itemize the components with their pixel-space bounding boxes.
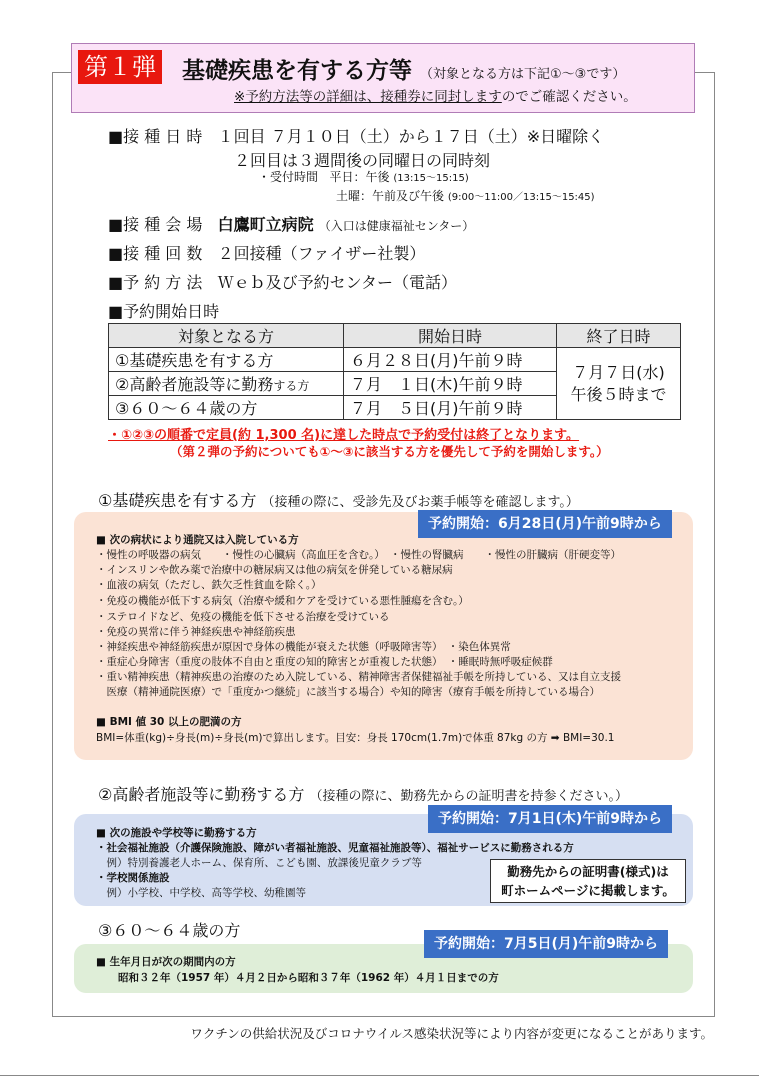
date-label: ■接 種 日 時 <box>108 127 203 146</box>
section2-badge: 予約開始：7月1日(木)午前9時から <box>428 805 672 833</box>
venue-name: 白鷹町立病院 <box>217 215 314 234</box>
section1-note: （接種の際に、受診先及びお薬手帳等を確認します。） <box>261 495 579 510</box>
list-item: ・重い精神疾患（精神疾患の治療のため入院している、精神障害者保健福祉手帳を所持している、又は自立支援 <box>96 671 621 683</box>
venue-row <box>108 212 474 235</box>
subtitle-rest: のでご確認ください。 <box>501 89 637 105</box>
reception-saturday-time: (9:00～11:00／13:15～15:45) <box>447 192 595 203</box>
method-row <box>108 270 457 293</box>
section3-subhead: ■ 生年月日が次の期間内の方 <box>96 956 236 968</box>
target-main: ②高齢者施設等に勤務 <box>115 375 274 394</box>
target-cell: ③６０～６４歳の方 <box>109 396 344 420</box>
title-note: （対象となる方は下記①～③です） <box>420 67 626 82</box>
start-cell: ７月 １日(木)午前９時 <box>344 372 557 396</box>
certificate-note <box>490 859 686 903</box>
target-cell <box>109 372 344 396</box>
venue-note: （入口は健康福祉センター） <box>318 219 475 233</box>
page-title <box>182 52 625 85</box>
list-item: ・血液の病気（ただし、鉄欠乏性貧血を除く。） <box>96 579 322 591</box>
list-item: ・学校関係施設 <box>96 872 170 884</box>
cert-line2: 町ホームページに掲載します。 <box>501 883 675 898</box>
reception-label: ・受付時間 <box>258 170 319 184</box>
section2-note: （接種の際に、勤務先からの証明書を持参ください。） <box>309 789 628 804</box>
bmi-heading: ■ BMI 値 30 以上の肥満の方 <box>96 716 242 728</box>
list-item: ・重症心身障害（重度の肢体不自由と重度の知的障害とが重複した状態） ・睡眠時無呼吸症候群 <box>96 656 553 668</box>
section2-heading <box>98 782 628 805</box>
venue-label: ■接 種 会 場 <box>108 215 203 234</box>
reception-weekday-time: (13:15～15:15) <box>393 173 469 184</box>
list-item: ・社会福祉施設（介護保険施設、障がい者福祉施設、児童福祉施設等）、福祉サービスに勤務される方 <box>96 842 574 854</box>
list-item: ・免疫の異常に伴う神経疾患や神経筋疾患 <box>96 626 296 638</box>
section3-badge: 予約開始：7月5日(月)午前9時から <box>424 930 668 958</box>
reception-saturday: 土曜：午前及び午後 <box>336 189 445 203</box>
section2-title: ②高齢者施設等に勤務する方 <box>98 785 305 804</box>
list-item: ・慢性の呼吸器の病気 ・慢性の心臓病（高血圧を含む。） ・慢性の腎臓病 ・慢性の肝臓病（肝硬変等） <box>96 549 621 561</box>
schedule-header-row <box>109 324 681 348</box>
start-cell: ７月 ５日(月)午前９時 <box>344 396 557 420</box>
section3-text: 昭和３２年（1957 年）４月２日から昭和３７年（1962 年）４月１日までの方 <box>118 972 499 984</box>
end-line2: 午後５時まで <box>570 384 667 404</box>
count-row <box>108 241 425 264</box>
subtitle-underlined: ※予約方法等の詳細は、接種券に同封します <box>234 89 502 105</box>
method-label: ■予 約 方 法 <box>108 273 203 292</box>
date-line1: １回目 ７月１０日（土）から１７日（土）※日曜除く <box>217 127 605 146</box>
section1-subhead: ■ 次の病状により通院又は入院している方 <box>96 534 299 546</box>
reception-weekday-row <box>258 168 469 185</box>
bmi-text: BMI=体重(kg)÷身長(m)÷身長(m)で算出します。目安：身長 170cm(1.7m)で体重 87kg の方 ➡ BMI=30.1 <box>96 732 615 744</box>
date-row <box>108 124 604 147</box>
title-text: 基礎疾患を有する方等 <box>182 58 412 84</box>
list-item: 例）小学校、中学校、高等学校、幼稚園等 <box>96 887 306 899</box>
list-item: ・神経疾患や神経筋疾患が原因で身体の機能が衰えた状態（呼吸障害等） ・染色体異常 <box>96 641 511 653</box>
end-line1: ７月７日(水) <box>572 362 665 382</box>
date-line2: ２回目は３週間後の同曜日の同時刻 <box>234 151 491 170</box>
method-value: Ｗｅｂ及び予約センター（電話） <box>217 273 458 292</box>
list-item: ・ステロイドなど、免疫の機能を低下させる治療を受けている <box>96 611 390 623</box>
reception-saturday-row <box>336 187 595 204</box>
phase-badge: 第１弾 <box>78 50 162 84</box>
end-cell <box>557 348 681 420</box>
bottom-rule <box>0 1075 759 1076</box>
target-cell: ①基礎疾患を有する方 <box>109 348 344 372</box>
col-target: 対象となる方 <box>109 324 344 348</box>
reception-weekday: 平日：午後 <box>329 170 390 184</box>
start-cell: ６月２８日(月)午前９時 <box>344 348 557 372</box>
section1-heading <box>98 488 579 511</box>
notice-capacity: ・①②③の順番で定員(約 1,300 名)に達した時点で予約受付は終了となります。 <box>108 428 580 443</box>
col-start: 開始日時 <box>344 324 557 348</box>
col-end: 終了日時 <box>557 324 681 348</box>
list-item: 医療（精神通院医療）で「重度かつ継続」に該当する場合）や知的障害（療育手帳を所持している場合） <box>96 686 600 698</box>
section2-subhead: ■ 次の施設や学校等に勤務する方 <box>96 827 257 839</box>
section1-title: ①基礎疾患を有する方 <box>98 491 257 510</box>
footer-note: ワクチンの供給状況及びコロナウイルス感染状況等により内容が変更になることがあります。 <box>190 1026 713 1041</box>
start-label: ■予約開始日時 <box>108 302 220 321</box>
table-row <box>109 348 681 372</box>
notice-second-phase: （第２弾の予約についても①～③に該当する方を優先して予約を開始します。） <box>170 444 609 459</box>
list-item: ・インスリンや飲み薬で治療中の糖尿病又は他の病気を併発している糖尿病 <box>96 564 453 576</box>
section1-badge: 予約開始：6月28日(月)午前9時から <box>418 510 672 538</box>
header-subtitle <box>234 85 637 105</box>
count-label: ■接 種 回 数 <box>108 244 203 263</box>
schedule-table <box>108 323 681 420</box>
count-value: ２回接種（ファイザー社製） <box>217 244 426 263</box>
section3-heading: ③６０～６４歳の方 <box>98 921 241 940</box>
cert-line1: 勤務先からの証明書(様式)は <box>507 864 669 879</box>
list-item: 例）特別養護老人ホーム、保育所、こども園、放課後児童クラブ等 <box>96 857 422 869</box>
target-small: する方 <box>273 379 310 393</box>
list-item: ・免疫の機能が低下する病気（治療や緩和ケアを受けている悪性腫瘍を含む。） <box>96 595 469 607</box>
